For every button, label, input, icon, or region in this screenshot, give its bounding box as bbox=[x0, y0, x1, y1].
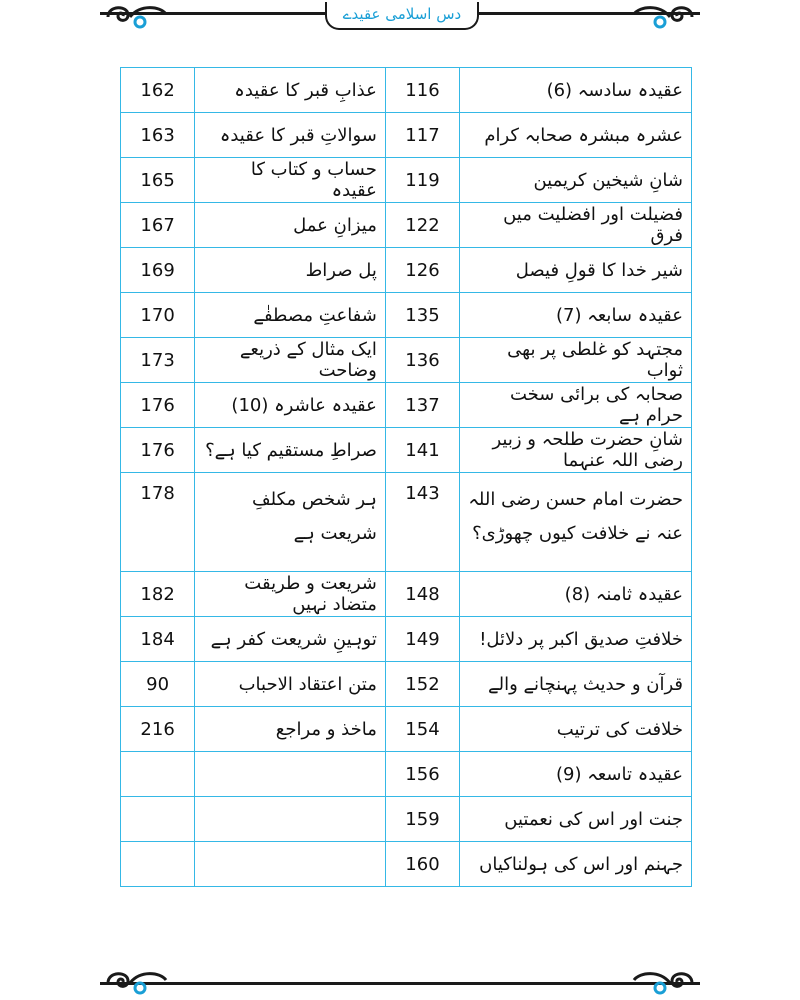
left-entry-title: پل صراط bbox=[195, 248, 386, 293]
table-row bbox=[121, 797, 692, 842]
right-entry-title: صحابہ کی برائی سخت حرام ہے bbox=[460, 383, 692, 428]
right-page-number: 141 bbox=[385, 428, 459, 473]
left-page-number bbox=[121, 752, 195, 797]
right-page-number: 126 bbox=[385, 248, 459, 293]
right-page-number: 122 bbox=[385, 203, 459, 248]
table-row bbox=[121, 428, 692, 473]
right-entry-title: حضرت امام حسن رضی اللہ عنہ نے خلافت کیوں چھوڑی؟ bbox=[460, 473, 692, 572]
left-entry-title bbox=[195, 752, 386, 797]
right-entry-title: شیر خدا کا قولِ فیصل bbox=[460, 248, 692, 293]
page-header bbox=[0, 0, 800, 40]
right-page-number: 137 bbox=[385, 383, 459, 428]
table-of-contents bbox=[120, 67, 692, 887]
right-entry-title: عشرہ مبشرہ صحابہ کرام bbox=[460, 113, 692, 158]
left-entry-title: ایک مثال کے ذریعے وضاحت bbox=[195, 338, 386, 383]
right-entry-title: خلافت کی ترتیب bbox=[460, 707, 692, 752]
right-page-number: 117 bbox=[385, 113, 459, 158]
table-row bbox=[121, 752, 692, 797]
right-page-number: 149 bbox=[385, 617, 459, 662]
footer-rule bbox=[100, 982, 700, 985]
table-row bbox=[121, 842, 692, 887]
left-page-number: 184 bbox=[121, 617, 195, 662]
right-page-number: 156 bbox=[385, 752, 459, 797]
left-page-number: 165 bbox=[121, 158, 195, 203]
left-entry-title bbox=[195, 842, 386, 887]
right-entry-title: فضیلت اور افضلیت میں فرق bbox=[460, 203, 692, 248]
left-page-number: 173 bbox=[121, 338, 195, 383]
table-row bbox=[121, 383, 692, 428]
page-footer bbox=[0, 960, 800, 1000]
left-entry-title: توہینِ شریعت کفر ہے bbox=[195, 617, 386, 662]
right-page-number: 154 bbox=[385, 707, 459, 752]
left-page-number bbox=[121, 842, 195, 887]
corner-scroll-ornament-icon bbox=[630, 966, 700, 1000]
left-entry-title: صراطِ مستقیم کیا ہے؟ bbox=[195, 428, 386, 473]
left-entry-title: عذابِ قبر کا عقیدہ bbox=[195, 68, 386, 113]
table-row bbox=[121, 572, 692, 617]
table-row bbox=[121, 113, 692, 158]
right-page-number: 159 bbox=[385, 797, 459, 842]
right-page-number: 116 bbox=[385, 68, 459, 113]
right-page-number: 148 bbox=[385, 572, 459, 617]
left-page-number: 170 bbox=[121, 293, 195, 338]
left-page-number: 167 bbox=[121, 203, 195, 248]
table-row bbox=[121, 662, 692, 707]
left-page-number: 182 bbox=[121, 572, 195, 617]
left-page-number: 176 bbox=[121, 428, 195, 473]
left-page-number: 169 bbox=[121, 248, 195, 293]
left-page-number: 90 bbox=[121, 662, 195, 707]
table-row bbox=[121, 617, 692, 662]
table-row bbox=[121, 338, 692, 383]
right-page-number: 136 bbox=[385, 338, 459, 383]
left-page-number: 162 bbox=[121, 68, 195, 113]
left-page-number: 163 bbox=[121, 113, 195, 158]
corner-scroll-ornament-icon bbox=[100, 966, 170, 1000]
right-page-number: 152 bbox=[385, 662, 459, 707]
table-row bbox=[121, 68, 692, 113]
right-entry-title: مجتہد کو غلطی پر بھی ثواب bbox=[460, 338, 692, 383]
left-entry-title: عقیدہ عاشرہ (10) bbox=[195, 383, 386, 428]
right-entry-title: عقیدہ ثامنہ (8) bbox=[460, 572, 692, 617]
right-entry-title: خلافتِ صدیق اکبر پر دلائل! bbox=[460, 617, 692, 662]
left-entry-title: متن اعتقاد الاحباب bbox=[195, 662, 386, 707]
left-entry-title: شریعت و طریقت متضاد نہیں bbox=[195, 572, 386, 617]
book-title: دس اسلامی عقیدے bbox=[325, 2, 479, 30]
right-page-number: 135 bbox=[385, 293, 459, 338]
right-page-number: 143 bbox=[385, 473, 459, 572]
right-entry-title: عقیدہ تاسعہ (9) bbox=[460, 752, 692, 797]
table-row bbox=[121, 248, 692, 293]
table-row bbox=[121, 158, 692, 203]
table-row bbox=[121, 293, 692, 338]
left-entry-title: شفاعتِ مصطفٰے bbox=[195, 293, 386, 338]
right-entry-title: قرآن و حدیث پہنچانے والے bbox=[460, 662, 692, 707]
left-page-number: 178 bbox=[121, 473, 195, 572]
right-entry-title: عقیدہ سابعہ (7) bbox=[460, 293, 692, 338]
right-entry-title: شانِ شیخین کریمین bbox=[460, 158, 692, 203]
right-page-number: 119 bbox=[385, 158, 459, 203]
table-row bbox=[121, 203, 692, 248]
left-entry-title: ہر شخص مکلفِ شریعت ہے bbox=[195, 473, 386, 572]
right-entry-title: عقیدہ سادسہ (6) bbox=[460, 68, 692, 113]
left-page-number: 216 bbox=[121, 707, 195, 752]
corner-scroll-ornament-icon bbox=[630, 0, 700, 34]
left-page-number bbox=[121, 797, 195, 842]
left-page-number: 176 bbox=[121, 383, 195, 428]
right-page-number: 160 bbox=[385, 842, 459, 887]
right-entry-title: جہنم اور اس کی ہولناکیاں bbox=[460, 842, 692, 887]
right-entry-title: شانِ حضرت طلحہ و زبیر رضی اللہ عنہما bbox=[460, 428, 692, 473]
left-entry-title: میزانِ عمل bbox=[195, 203, 386, 248]
table-row bbox=[121, 473, 692, 572]
left-entry-title bbox=[195, 797, 386, 842]
table-row bbox=[121, 707, 692, 752]
right-entry-title: جنت اور اس کی نعمتیں bbox=[460, 797, 692, 842]
left-entry-title: ماخذ و مراجع bbox=[195, 707, 386, 752]
left-entry-title: حساب و کتاب کا عقیدہ bbox=[195, 158, 386, 203]
left-entry-title: سوالاتِ قبر کا عقیدہ bbox=[195, 113, 386, 158]
corner-scroll-ornament-icon bbox=[100, 0, 170, 34]
